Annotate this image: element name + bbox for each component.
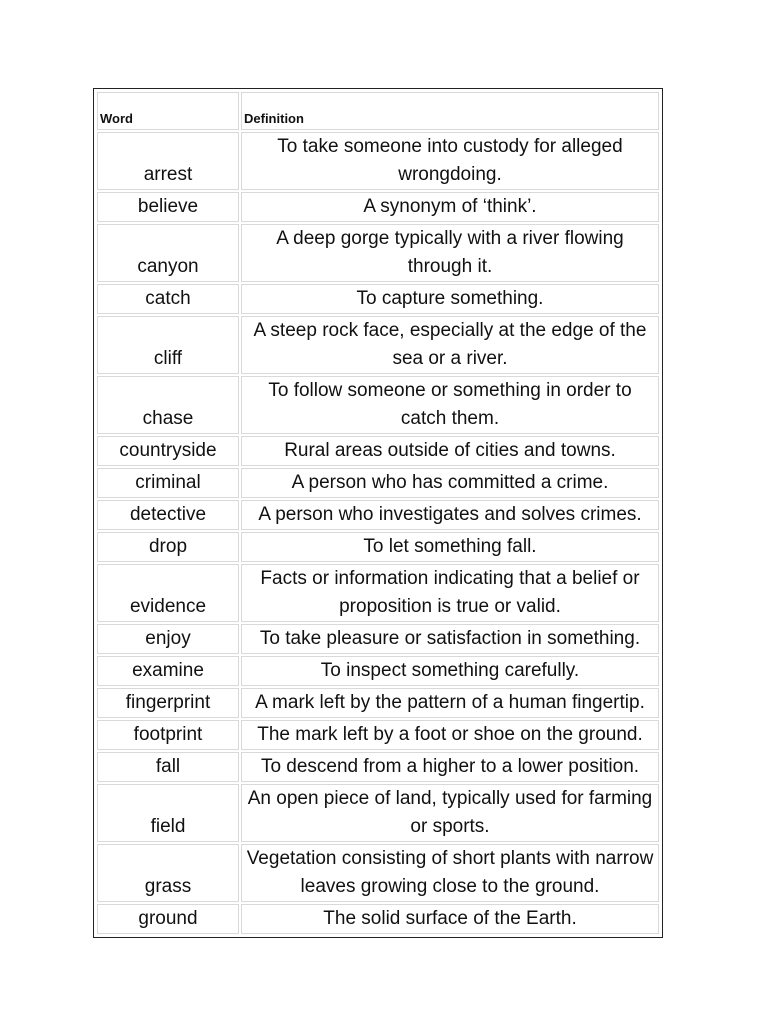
word-cell: grass xyxy=(97,844,239,902)
table-body xyxy=(97,132,659,934)
table-header-row xyxy=(97,92,659,130)
word-cell: field xyxy=(97,784,239,842)
definition-cell: A deep gorge typically with a river flowing through it. xyxy=(241,224,659,282)
word-cell: cliff xyxy=(97,316,239,374)
table-row xyxy=(97,192,659,222)
table-row xyxy=(97,784,659,842)
table-row xyxy=(97,532,659,562)
table-row xyxy=(97,376,659,434)
word-cell: evidence xyxy=(97,564,239,622)
word-cell: detective xyxy=(97,500,239,530)
definition-cell: To capture something. xyxy=(241,284,659,314)
vocabulary-table-container xyxy=(93,88,663,938)
word-cell: canyon xyxy=(97,224,239,282)
table-row xyxy=(97,564,659,622)
word-cell: fall xyxy=(97,752,239,782)
word-cell: chase xyxy=(97,376,239,434)
table-row xyxy=(97,132,659,190)
table-row xyxy=(97,656,659,686)
definition-cell: To take someone into custody for alleged wrongdoing. xyxy=(241,132,659,190)
word-cell: arrest xyxy=(97,132,239,190)
definition-cell: Facts or information indicating that a belief or proposition is true or valid. xyxy=(241,564,659,622)
definition-cell: The mark left by a foot or shoe on the ground. xyxy=(241,720,659,750)
definition-cell: Vegetation consisting of short plants with narrow leaves growing close to the ground. xyxy=(241,844,659,902)
word-cell: believe xyxy=(97,192,239,222)
table-row xyxy=(97,752,659,782)
definition-cell: The solid surface of the Earth. xyxy=(241,904,659,934)
definition-cell: Rural areas outside of cities and towns. xyxy=(241,436,659,466)
word-cell: enjoy xyxy=(97,624,239,654)
definition-cell: An open piece of land, typically used for farming or sports. xyxy=(241,784,659,842)
definition-cell: A mark left by the pattern of a human fingertip. xyxy=(241,688,659,718)
table-row xyxy=(97,436,659,466)
table-row xyxy=(97,688,659,718)
table-row xyxy=(97,316,659,374)
table-row xyxy=(97,500,659,530)
definition-cell: A person who investigates and solves crimes. xyxy=(241,500,659,530)
word-cell: catch xyxy=(97,284,239,314)
table-row xyxy=(97,904,659,934)
definition-cell: To follow someone or something in order to catch them. xyxy=(241,376,659,434)
definition-cell: To let something fall. xyxy=(241,532,659,562)
definition-cell: To take pleasure or satisfaction in something. xyxy=(241,624,659,654)
table-row xyxy=(97,284,659,314)
table-row xyxy=(97,468,659,498)
word-cell: examine xyxy=(97,656,239,686)
definition-cell: To inspect something carefully. xyxy=(241,656,659,686)
word-cell: drop xyxy=(97,532,239,562)
definition-column-header: Definition xyxy=(241,92,659,130)
definition-cell: A person who has committed a crime. xyxy=(241,468,659,498)
definition-cell: To descend from a higher to a lower position. xyxy=(241,752,659,782)
word-cell: footprint xyxy=(97,720,239,750)
table-row xyxy=(97,224,659,282)
vocabulary-table xyxy=(95,90,661,936)
table-row xyxy=(97,844,659,902)
word-cell: ground xyxy=(97,904,239,934)
table-row xyxy=(97,720,659,750)
table-row xyxy=(97,624,659,654)
word-column-header: Word xyxy=(97,92,239,130)
word-cell: fingerprint xyxy=(97,688,239,718)
definition-cell: A steep rock face, especially at the edge of the sea or a river. xyxy=(241,316,659,374)
definition-cell: A synonym of ‘think’. xyxy=(241,192,659,222)
word-cell: countryside xyxy=(97,436,239,466)
word-cell: criminal xyxy=(97,468,239,498)
